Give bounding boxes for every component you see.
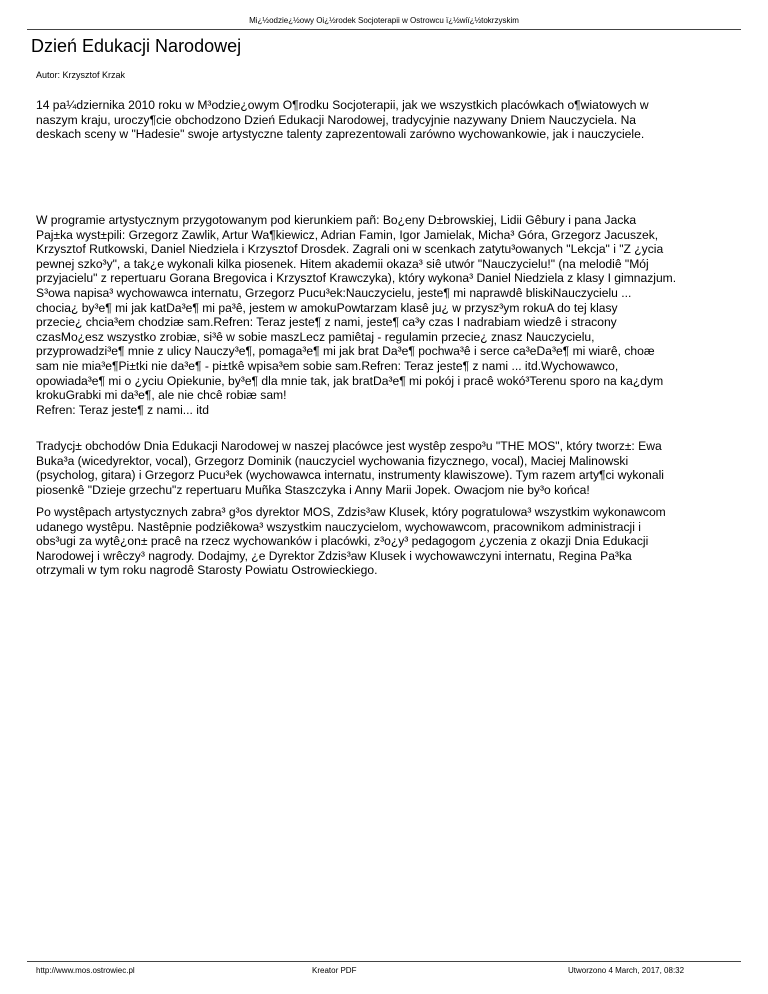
article-paragraph-3: Tradycj± obchodów Dnia Edukacji Narodowej w naszej placówce jest wystêp zespo³u "THE MOS", który tworz±: Ewa Buka³a (wicedyrektor, vocal), Grzegorz Dominik (nauczyciel wychowania fizycznego, vocal), Maciej Malinowski (psycholog, gitara) i Grzegorz Pucu³ek (wychowawca internatu, instrumenty klawiszowe). Tym razem arty¶ci wykonali piosenkê "Dzieje grzechu"z repertuaru Muñka Staszczyka i Anny Marii Jopek. Owacjom nie by³o końca!	[36, 439, 664, 497]
header-divider	[27, 29, 741, 30]
article-paragraph-2: W programie artystycznym przygotowanym pod kierunkiem pañ: Bo¿eny D±browskiej, Lidii Gêbury i pana Jacka Paj±ka wyst±pili: Grzegorz Zawlik, Artur Wa¶kiewicz, Adrian Famin, Igor Jamielak, Micha³ Góra, Grzegorz Jacuszek, Krzysztof Rutkowski, Daniel Niedziela i Krzysztof Drosdek. Zagrali oni w scenkach zatytu³owanych "Lekcja" i "Z ¿ycia pewnej szko³y", a tak¿e wykonali kilka piosenek. Hitem akademii okaza³ siê utwór "Nauczycielu!" (na melodiê "Mój przyjacielu" z repertuaru Gorana Bregovica i Krzysztof Krawczyka), który wykona³ Daniel Niedziela z klasy I gimnazjum. S³owa napisa³ wychowawca internatu, Grzegorz Pucu³ek:Nauczycielu, jeste¶ mi naprawdê bliskiNauczycielu ... chocia¿ by³e¶ mi jak katDa³e¶ mi pa³ê, jestem w amokuPowtarzam klasê ju¿ w przysz³ym rokuA do tej klasy przecie¿ chcia³em chodziæ sam.Refren: Teraz jeste¶ z nami, jeste¶ ca³y czas I nadrabiam wiedzê i stracony czasMo¿esz wszystko zrobiæ, si³ê w sobie maszLecz pamiêtaj - regulamin przecie¿ znasz Nauczycielu, przyprowadzi³e¶ mnie z ulicy Nauczy³e¶, pomaga³e¶ mi jak brat Da³e¶ pochwa³ê i serce ca³eDa³e¶ mi wiarê, choæ sam nie mia³e¶Pi±tki nie da³e¶ - pi±tkê wpisa³em sobie sam.Refren: Teraz jeste¶ z nami ... itd.Wychowawco, opowiada³e¶ mi o ¿yciu Opiekunie, by³e¶ dla mnie tak, jak bratDa³e¶ mi pokój i pracê wokó³Terenu sporo na ka¿dym krokuGrabki mi da³e¶, ale nie chcê robiæ sam! Refren: Teraz jeste¶ z nami... itd	[36, 213, 677, 417]
running-header: Mi¿½odzie¿½owy Oi¿½rodek Socjoterapii w Ostrowcu ï¿½wiï¿½tokrzyskim	[249, 16, 519, 25]
page-title: Dzień Edukacji Narodowej	[31, 36, 242, 56]
article-paragraph-1: 14 pa¼dziernika 2010 roku w M³odzie¿owym O¶rodku Socjoterapii, jak we wszystkich placówkach o¶wiatowych w naszym kraju, uroczy¶cie obchodzono Dzień Edukacji Narodowej, tradycyjnie nazywany Dniem Nauczyciela. Na deskach sceny w "Hadesie" swoje artystyczne talenty zaprezentowali zarówno wychowankowie, jak i nauczyciele.	[36, 98, 649, 142]
author-line: Autor: Krzysztof Krzak	[36, 70, 126, 80]
footer-generator: Kreator PDF	[312, 966, 357, 975]
footer-divider	[27, 961, 741, 962]
footer-created-date: Utworzono 4 March, 2017, 08:32	[568, 966, 685, 975]
article-paragraph-4: Po wystêpach artystycznych zabra³ g³os dyrektor MOS, Zdzis³aw Klusek, który pogratulowa³ wszystkim wykonawcom udanego wystêpu. Nastêpnie podziêkowa³ wszystkim nauczycielom, wychowawcom, pracownikom administracji i obs³ugi za wytê¿on± pracê na rzecz wychowanków i placówki, z³o¿y³ pedagogom ¿yczenia z okazji Dnia Edukacji Narodowej i wrêczy³ nagrody. Dodajmy, ¿e Dyrektor Zdzis³aw Klusek i wychowawczyni internatu, Regina Pa³ka otrzymali w tym roku nagrodê Starosty Powiatu Ostrowieckiego.	[36, 505, 666, 578]
footer-url-link[interactable]: http://www.mos.ostrowiec.pl	[36, 966, 135, 975]
